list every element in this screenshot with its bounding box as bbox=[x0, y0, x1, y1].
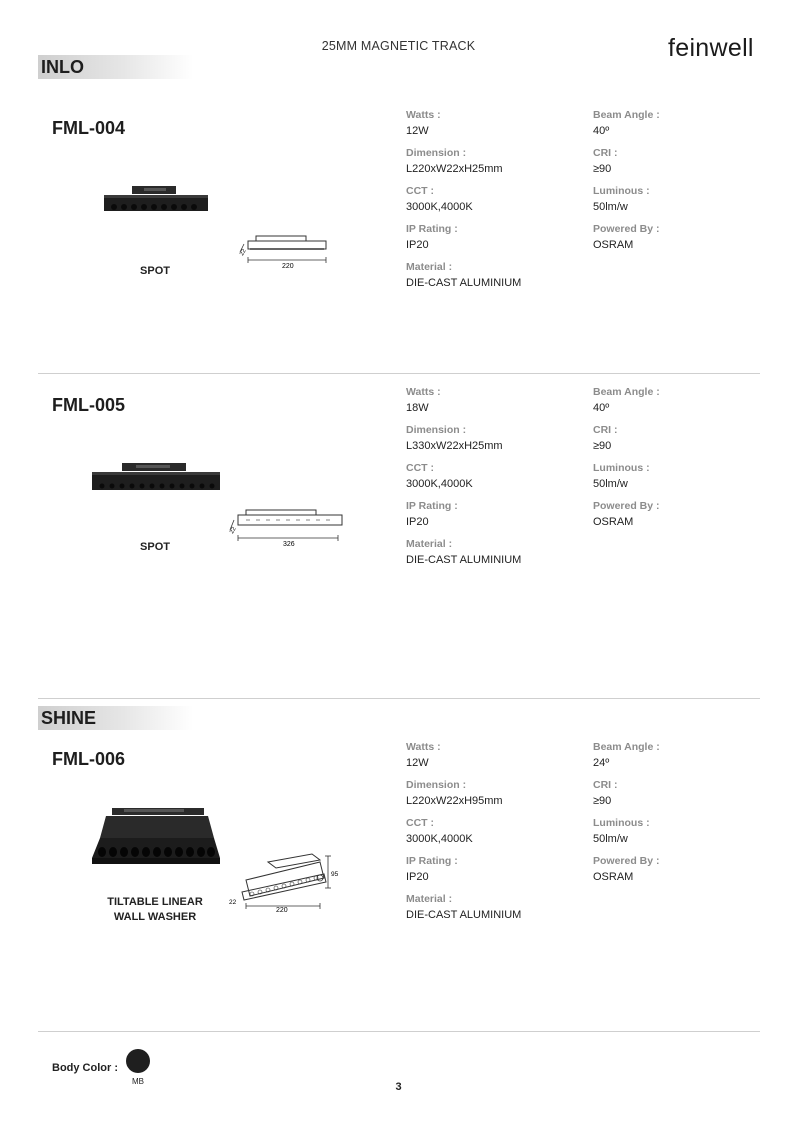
spec-label-watts: Watts : bbox=[406, 109, 441, 121]
brand-logo: feinwell bbox=[668, 34, 754, 62]
spec-value-watts: 12W bbox=[406, 757, 429, 769]
spec-value-ip-rating: IP20 bbox=[406, 871, 429, 883]
spec-label-ip-rating: IP Rating : bbox=[406, 223, 458, 235]
spec-value-watts: 12W bbox=[406, 125, 429, 137]
spec-label-powered-by: Powered By : bbox=[593, 500, 660, 512]
spec-label-cri: CRI : bbox=[593, 424, 618, 436]
spec-value-powered-by: OSRAM bbox=[593, 239, 634, 251]
spec-value-beam-angle: 40º bbox=[593, 125, 610, 137]
spec-label-beam-angle: Beam Angle : bbox=[593, 386, 660, 398]
dim-width-label: 22 bbox=[229, 526, 238, 535]
spec-value-dimension: L220xW22xH95mm bbox=[406, 795, 503, 807]
spec-value-ip-rating: IP20 bbox=[406, 516, 429, 528]
spec-label-beam-angle: Beam Angle : bbox=[593, 109, 660, 121]
section-title: SHINE bbox=[41, 708, 97, 728]
spec-value-luminous: 50lm/w bbox=[593, 201, 628, 213]
product-caption bbox=[90, 895, 220, 925]
body-color-label: Body Color : bbox=[52, 1062, 118, 1074]
section-divider bbox=[38, 698, 760, 699]
caption-line: SPOT bbox=[140, 265, 170, 277]
spec-value-cri: ≥90 bbox=[593, 163, 612, 175]
spec-label-luminous: Luminous : bbox=[593, 185, 650, 197]
spec-value-cri: ≥90 bbox=[593, 440, 612, 452]
spec-label-luminous: Luminous : bbox=[593, 462, 650, 474]
spec-label-beam-angle: Beam Angle : bbox=[593, 741, 660, 753]
spec-label-cct: CCT : bbox=[406, 185, 434, 197]
spec-value-beam-angle: 40º bbox=[593, 402, 610, 414]
product-model: FML-006 bbox=[52, 749, 126, 769]
section-divider bbox=[38, 373, 760, 374]
caption-line: WALL WASHER bbox=[113, 911, 197, 923]
spec-label-watts: Watts : bbox=[406, 741, 441, 753]
section-tag-shine bbox=[38, 706, 193, 730]
spec-label-luminous: Luminous : bbox=[593, 817, 650, 829]
spec-label-dimension: Dimension : bbox=[406, 779, 467, 791]
dim-height-label: 95 bbox=[331, 871, 339, 878]
technical-drawing-fml-005 bbox=[226, 506, 346, 548]
product-photo-fml-006 bbox=[88, 806, 224, 868]
spec-label-cri: CRI : bbox=[593, 779, 618, 791]
spec-label-material: Material : bbox=[406, 893, 453, 905]
product-model: FML-005 bbox=[52, 395, 126, 415]
spec-value-dimension: L330xW22xH25mm bbox=[406, 440, 503, 452]
spec-label-cct: CCT : bbox=[406, 462, 434, 474]
body-color-code: MB bbox=[132, 1077, 144, 1086]
section-title: INLO bbox=[41, 57, 84, 77]
spec-value-beam-angle: 24º bbox=[593, 757, 610, 769]
spec-value-cct: 3000K,4000K bbox=[406, 478, 473, 490]
dim-length-label: 326 bbox=[283, 541, 295, 548]
spec-value-material: DIE-CAST ALUMINIUM bbox=[406, 554, 522, 566]
spec-value-dimension: L220xW22xH25mm bbox=[406, 163, 503, 175]
technical-drawing-fml-004 bbox=[236, 232, 332, 270]
spec-label-material: Material : bbox=[406, 538, 453, 550]
spec-label-cct: CCT : bbox=[406, 817, 434, 829]
spec-value-watts: 18W bbox=[406, 402, 429, 414]
spec-value-material: DIE-CAST ALUMINIUM bbox=[406, 909, 522, 921]
spec-value-material: DIE-CAST ALUMINIUM bbox=[406, 277, 522, 289]
page-number: 3 bbox=[395, 1081, 402, 1093]
footer-divider bbox=[38, 1031, 760, 1032]
spec-label-powered-by: Powered By : bbox=[593, 855, 660, 867]
spec-label-ip-rating: IP Rating : bbox=[406, 500, 458, 512]
spec-value-luminous: 50lm/w bbox=[593, 833, 628, 845]
spec-value-powered-by: OSRAM bbox=[593, 871, 634, 883]
spec-label-watts: Watts : bbox=[406, 386, 441, 398]
spec-value-powered-by: OSRAM bbox=[593, 516, 634, 528]
spec-value-ip-rating: IP20 bbox=[406, 239, 429, 251]
body-color-swatch bbox=[126, 1049, 150, 1073]
spec-label-dimension: Dimension : bbox=[406, 424, 467, 436]
technical-drawing-fml-006 bbox=[228, 852, 348, 914]
spec-label-ip-rating: IP Rating : bbox=[406, 855, 458, 867]
product-caption bbox=[100, 264, 210, 279]
product-photo-fml-004 bbox=[100, 185, 212, 217]
product-caption bbox=[100, 540, 210, 555]
caption-line: TILTABLE LINEAR bbox=[107, 896, 203, 908]
document-title: 25MM MAGNETIC TRACK bbox=[321, 39, 476, 53]
section-tag-inlo bbox=[38, 55, 193, 79]
dim-width-label: 22 bbox=[229, 899, 237, 906]
spec-value-cct: 3000K,4000K bbox=[406, 833, 473, 845]
caption-line: SPOT bbox=[140, 541, 170, 553]
spec-label-dimension: Dimension : bbox=[406, 147, 467, 159]
product-model: FML-004 bbox=[52, 118, 126, 138]
spec-value-cct: 3000K,4000K bbox=[406, 201, 473, 213]
spec-value-cri: ≥90 bbox=[593, 795, 612, 807]
spec-value-luminous: 50lm/w bbox=[593, 478, 628, 490]
product-photo-fml-005 bbox=[90, 462, 222, 494]
spec-label-material: Material : bbox=[406, 261, 453, 273]
dim-length-label: 220 bbox=[282, 263, 294, 270]
dim-width-label: 22 bbox=[239, 248, 248, 257]
spec-label-powered-by: Powered By : bbox=[593, 223, 660, 235]
spec-label-cri: CRI : bbox=[593, 147, 618, 159]
dim-length-label: 220 bbox=[276, 907, 288, 914]
